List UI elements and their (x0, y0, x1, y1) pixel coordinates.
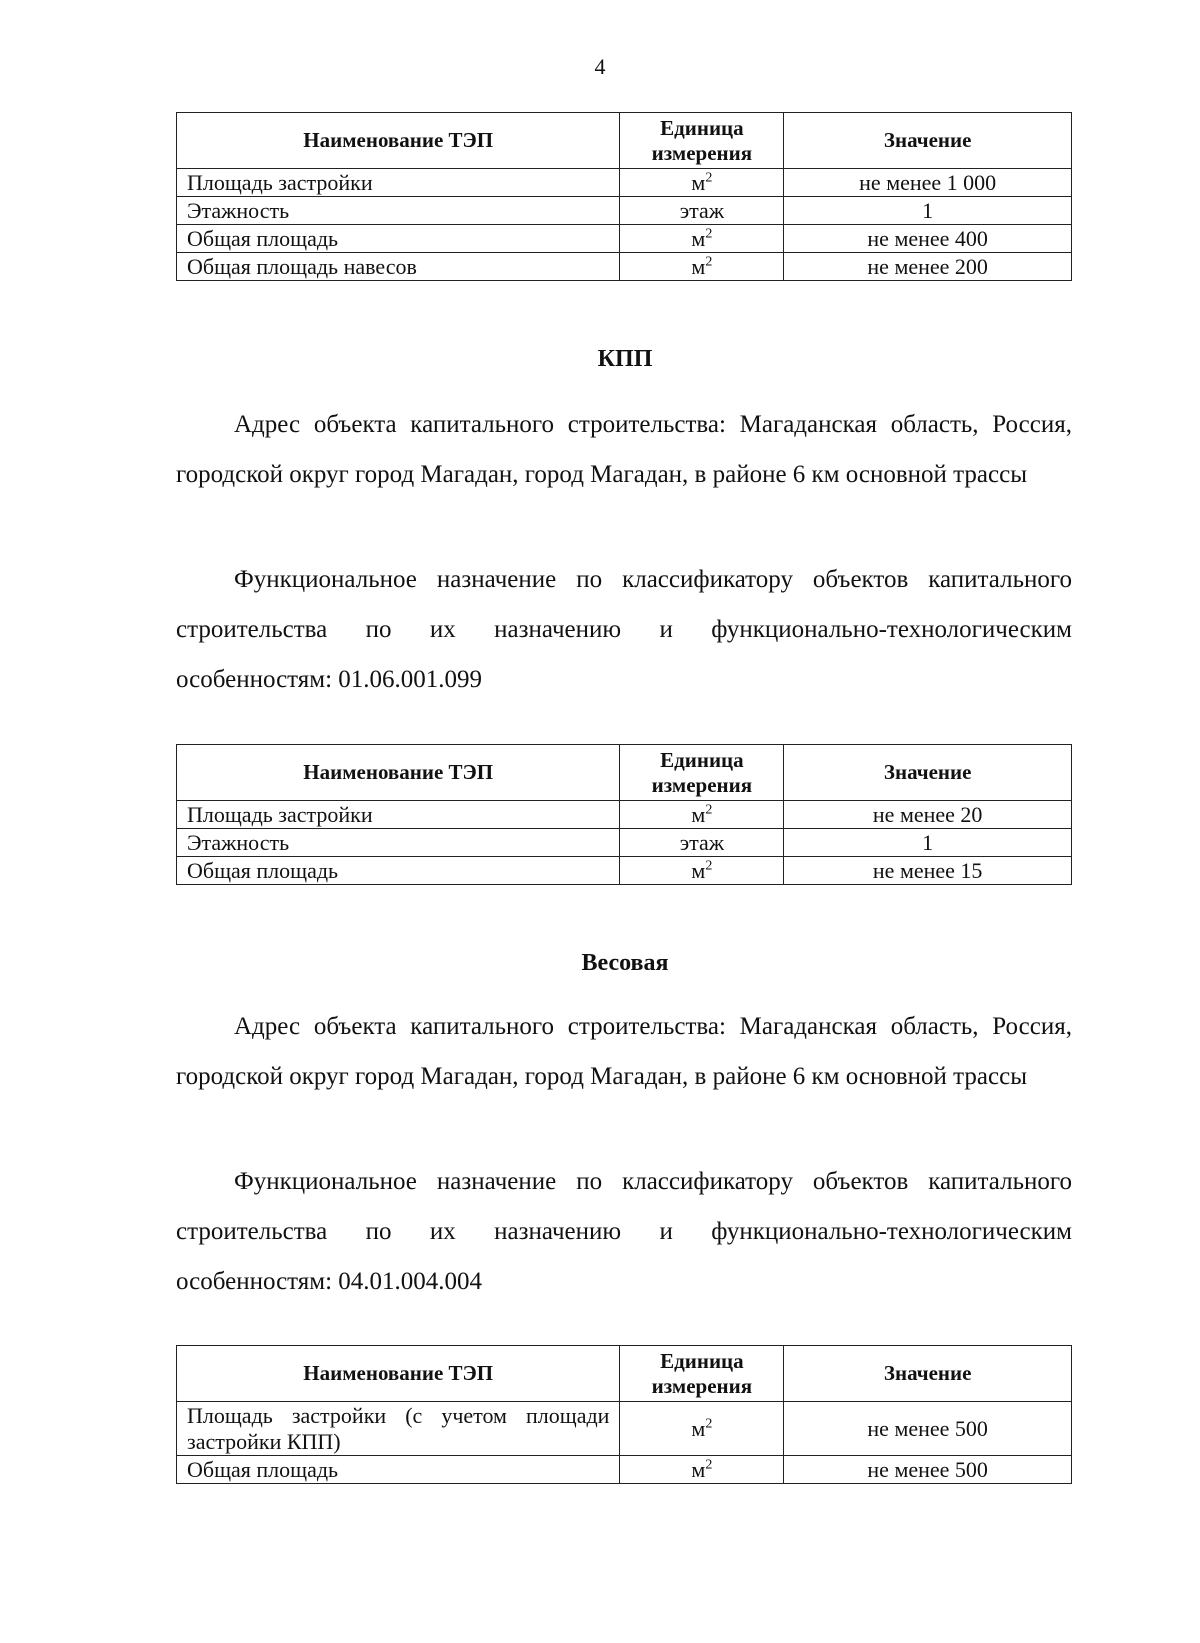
header-name: Наименование ТЭП (177, 745, 620, 801)
function-paragraph-kpp: Функциональное назначение по классификатору объектов капитального строительства по их назначению и функционально-технологическим особенностям: 01.06.001.099 (176, 566, 1072, 693)
row-value: не менее 500 (784, 1456, 1072, 1484)
table-row (177, 253, 1072, 281)
tep-table-3 (176, 1345, 1072, 1484)
row-value: не менее 400 (784, 225, 1072, 253)
header-unit: Единица измерения (620, 745, 784, 801)
row-unit: $м^2$ (620, 169, 784, 197)
row-name: Этажность (177, 829, 620, 857)
table-row (177, 197, 1072, 225)
row-name: Площадь застройки (177, 169, 620, 197)
header-value: Значение (784, 745, 1072, 801)
header-name: Наименование ТЭП (177, 113, 620, 169)
row-value: не менее 200 (784, 253, 1072, 281)
row-unit: этаж (620, 197, 784, 225)
table-row (177, 1402, 1072, 1456)
page-number: 4 (594, 54, 606, 79)
function-paragraph-vesovaya: Функциональное назначение по классификатору объектов капитального строительства по их назначению и функционально-технологическим особенностям: 04.01.004.004 (176, 1168, 1072, 1295)
header-unit: Единица измерения (620, 1346, 784, 1402)
row-name: Площадь застройки (177, 801, 620, 829)
tep-table-1 (176, 112, 1072, 281)
row-unit: этаж (620, 829, 784, 857)
row-unit: $м^2$ (620, 1456, 784, 1484)
row-value: не менее 500 (784, 1402, 1072, 1456)
row-unit: $м^2$ (620, 253, 784, 281)
row-value: 1 (784, 829, 1072, 857)
row-unit: $м^2$ (620, 801, 784, 829)
address-paragraph-vesovaya: Адрес объекта капитального строительства: Магаданская область, Россия, городской округ город Магадан, город Магадан, в районе 6 км основной трассы (176, 1013, 1072, 1090)
row-unit: $м^2$ (620, 1402, 784, 1456)
address-paragraph-kpp: Адрес объекта капитального строительства: Магаданская область, Россия, городской округ город Магадан, город Магадан, в районе 6 км основной трассы (176, 411, 1072, 488)
table-row (177, 801, 1072, 829)
header-name: Наименование ТЭП (177, 1346, 620, 1402)
row-unit: $м^2$ (620, 857, 784, 885)
row-unit: $м^2$ (620, 225, 784, 253)
header-unit: Единица измерения (620, 113, 784, 169)
row-name: Общая площадь навесов (177, 253, 620, 281)
row-value: не менее 15 (784, 857, 1072, 885)
row-value: не менее 20 (784, 801, 1072, 829)
table-row (177, 225, 1072, 253)
row-name: Площадь застройки (с учетом площади застройки КПП) (177, 1402, 620, 1456)
row-value: не менее 1 000 (784, 169, 1072, 197)
row-name: Общая площадь (177, 1456, 620, 1484)
tep-table-2 (176, 744, 1072, 885)
table-row (177, 829, 1072, 857)
row-name: Этажность (177, 197, 620, 225)
row-value: 1 (784, 197, 1072, 225)
header-value: Значение (784, 113, 1072, 169)
section-title-vesovaya: Весовая (581, 950, 669, 976)
header-value: Значение (784, 1346, 1072, 1402)
row-name: Общая площадь (177, 857, 620, 885)
row-name: Общая площадь (177, 225, 620, 253)
table-row (177, 857, 1072, 885)
section-title-kpp: КПП (597, 346, 653, 372)
table-row (177, 169, 1072, 197)
table-row (177, 1456, 1072, 1484)
